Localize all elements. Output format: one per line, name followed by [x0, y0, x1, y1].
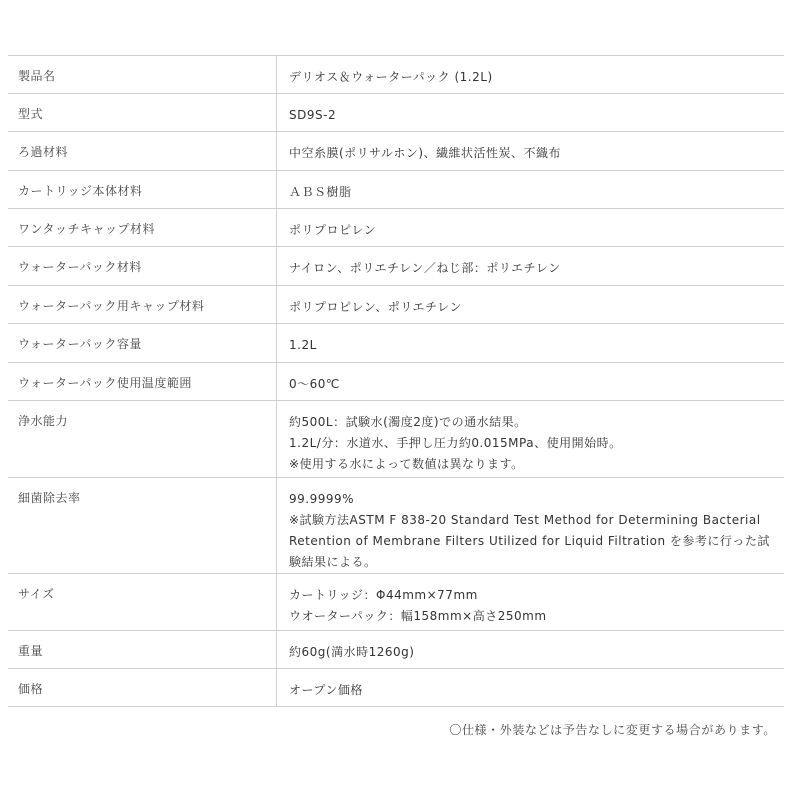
- spec-row: [8, 209, 784, 247]
- spec-value-line: ポリプロピレン、ポリエチレン: [289, 300, 462, 314]
- spec-label: ウォーターパック材料: [8, 247, 277, 285]
- spec-value: [277, 363, 784, 400]
- spec-value: [277, 132, 784, 170]
- spec-row: [8, 132, 784, 171]
- spec-label: 価格: [8, 669, 277, 706]
- spec-row: [8, 363, 784, 401]
- spec-value-line: オープン価格: [289, 683, 363, 697]
- spec-label: 浄水能力: [8, 401, 277, 477]
- spec-value-line: SD9S-2: [289, 108, 337, 122]
- spec-value-line: ナイロン、ポリエチレン／ねじ部：ポリエチレン: [289, 261, 561, 275]
- spec-value-line: デリオス＆ウォーターパック (1.2L): [289, 70, 493, 84]
- spec-value-line: 験結果による。: [289, 555, 377, 569]
- spec-value: [277, 56, 784, 93]
- spec-label: ワンタッチキャップ材料: [8, 209, 277, 246]
- spec-value: [277, 247, 784, 285]
- spec-value-line: 約60g(満水時1260g): [289, 645, 415, 659]
- spec-value-line: 1.2L/分：水道水、手押し圧力約0.015MPa、使用開始時。: [289, 436, 622, 450]
- spec-value-line: 99.9999%: [289, 492, 355, 506]
- spec-row: [8, 94, 784, 132]
- spec-value-line: ポリプロピレン: [289, 223, 377, 237]
- spec-value-line: ウオーターパック：幅158mm×高さ250mm: [289, 609, 547, 623]
- spec-value: [277, 209, 784, 246]
- spec-value-line: Retention of Membrane Filters Utilized for Liquid Filtration を参考に行った試: [289, 534, 770, 548]
- spec-label: 型式: [8, 94, 277, 131]
- spec-row: [8, 401, 784, 478]
- spec-row: [8, 478, 784, 574]
- spec-label: サイズ: [8, 574, 277, 630]
- spec-value-line: 1.2L: [289, 338, 317, 352]
- spec-label: カートリッジ本体材料: [8, 171, 277, 208]
- spec-label: ウォーターパック容量: [8, 324, 277, 362]
- spec-value: [277, 401, 784, 477]
- spec-row: [8, 247, 784, 286]
- spec-label: 製品名: [8, 56, 277, 93]
- spec-row: [8, 324, 784, 363]
- spec-value-line: ＡＢＳ樹脂: [289, 185, 352, 199]
- spec-row: [8, 631, 784, 669]
- spec-label: ウォーターパック用キャップ材料: [8, 286, 277, 323]
- spec-label: ろ過材料: [8, 132, 277, 170]
- spec-row: [8, 286, 784, 324]
- spec-value: [277, 631, 784, 668]
- spec-value-line: 約500L：試験水(濁度2度)での通水結果。: [289, 415, 527, 429]
- spec-value-line: カートリッジ：Φ44mm×77mm: [289, 588, 478, 602]
- spec-row: [8, 669, 784, 707]
- spec-row: [8, 171, 784, 209]
- spec-value: [277, 171, 784, 208]
- spec-value-line: ※試験方法ASTM F 838-20 Standard Test Method for Determining Bacterial: [289, 513, 761, 527]
- spec-row: [8, 56, 784, 94]
- spec-table: [8, 55, 784, 707]
- spec-value: [277, 478, 784, 573]
- spec-label: 細菌除去率: [8, 478, 277, 573]
- footnote: 〇仕様・外装などは予告なしに変更する場合があります。: [449, 723, 776, 737]
- spec-value: [277, 669, 784, 706]
- spec-label: ウォーターパック使用温度範囲: [8, 363, 277, 400]
- spec-label: 重量: [8, 631, 277, 668]
- spec-value: [277, 94, 784, 131]
- spec-value-line: 0～60℃: [289, 377, 340, 391]
- spec-row: [8, 574, 784, 631]
- spec-value: [277, 286, 784, 323]
- spec-value-line: 中空糸膜(ポリサルホン)、繊維状活性炭、不織布: [289, 146, 562, 160]
- spec-value-line: ※使用する水によって数値は異なります。: [289, 457, 524, 471]
- spec-value: [277, 324, 784, 362]
- spec-value: [277, 574, 784, 630]
